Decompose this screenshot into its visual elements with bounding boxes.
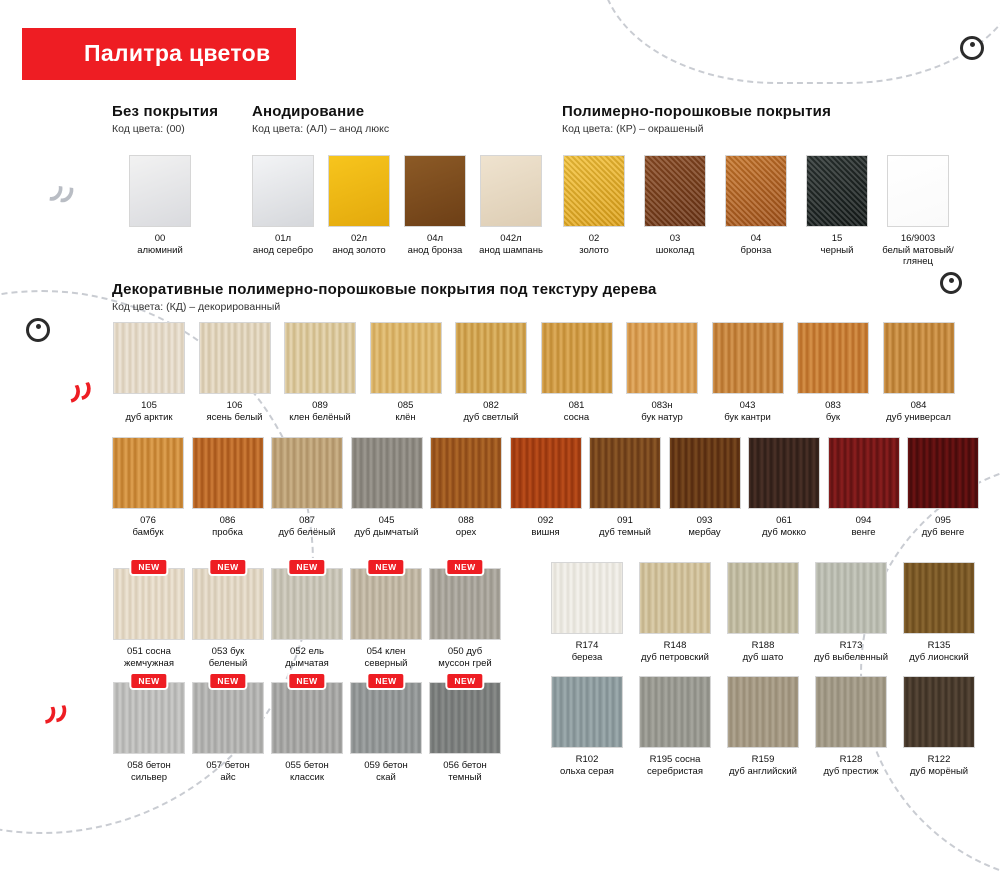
swatch-color-chip xyxy=(551,562,623,634)
swatch-caption xyxy=(534,400,620,423)
swatch-color-chip xyxy=(192,437,264,509)
swatch-caption xyxy=(630,640,720,663)
swatch-caption xyxy=(894,640,984,663)
swatch-color-chip xyxy=(541,322,613,394)
swatch-caption xyxy=(425,760,505,783)
color-swatch[interactable] xyxy=(113,562,189,669)
swatch-code: 042л xyxy=(500,233,522,244)
swatch-code: 050 дуб xyxy=(447,646,483,657)
swatch-caption xyxy=(267,646,347,669)
swatch-name: дуб универсал xyxy=(886,411,951,423)
color-swatch[interactable] xyxy=(429,676,505,783)
swatch-code: R174 xyxy=(575,640,599,651)
swatch-caption xyxy=(109,760,189,783)
swatch-color-chip xyxy=(404,155,466,227)
swatch-name: анод серебро xyxy=(252,244,314,256)
swatch-caption xyxy=(665,515,745,538)
section-heading-anodizing xyxy=(252,103,389,135)
color-swatch[interactable] xyxy=(883,322,962,423)
color-swatch[interactable] xyxy=(806,155,878,256)
swatch-code: 051 сосна xyxy=(127,646,171,657)
color-swatch[interactable] xyxy=(907,437,983,538)
swatch-code: 095 xyxy=(935,515,951,526)
swatch-name: мербау xyxy=(688,526,721,538)
color-swatch[interactable] xyxy=(815,676,896,777)
color-swatch[interactable] xyxy=(480,155,549,256)
swatch-code: R188 xyxy=(751,640,775,651)
swatch-color-chip xyxy=(271,676,343,754)
color-swatch[interactable] xyxy=(192,562,268,669)
swatch-color-chip xyxy=(815,562,887,634)
swatch-caption xyxy=(506,515,586,538)
swatch-caption xyxy=(903,515,983,538)
swatch-name: жемчужная xyxy=(123,657,174,669)
swatch-code: 00 xyxy=(154,233,166,244)
section-heading-nocoat xyxy=(112,103,218,135)
color-swatch[interactable] xyxy=(626,322,705,423)
swatch-color-chip xyxy=(351,437,423,509)
swatch-code: 056 бетон xyxy=(443,760,487,771)
section-subtitle: Код цвета: (АЛ) – анод люкс xyxy=(252,123,390,135)
swatch-color-chip xyxy=(328,155,390,227)
swatch-color-chip xyxy=(252,155,314,227)
swatch-caption xyxy=(718,754,808,777)
swatch-name: ясень белый xyxy=(206,411,263,423)
color-swatch[interactable] xyxy=(370,322,449,423)
swatch-caption xyxy=(715,233,797,256)
swatch-code: 087 xyxy=(299,515,315,526)
swatch-code: 059 бетон xyxy=(364,760,408,771)
swatch-caption xyxy=(542,754,632,777)
swatch-name: айс xyxy=(220,771,236,783)
swatch-color-chip xyxy=(725,155,787,227)
new-badge: NEW xyxy=(289,560,324,574)
swatch-code: 106 xyxy=(226,400,243,411)
swatch-code: 091 xyxy=(617,515,633,526)
color-swatch[interactable] xyxy=(404,155,473,256)
color-swatch[interactable] xyxy=(727,676,808,777)
swatch-name: клён xyxy=(395,411,416,423)
swatch-color-chip xyxy=(350,676,422,754)
swatch-code: 094 xyxy=(855,515,872,526)
swatch-color-chip xyxy=(430,437,502,509)
color-swatch[interactable] xyxy=(430,437,506,538)
swatch-name: серебристая xyxy=(647,765,703,777)
swatch-name: дуб арктик xyxy=(125,411,173,423)
swatch-caption xyxy=(397,233,473,256)
swatch-code: 03 xyxy=(669,233,681,244)
swatch-name: бук натур xyxy=(641,411,683,423)
swatch-code: 058 бетон xyxy=(127,760,171,771)
new-badge: NEW xyxy=(210,560,245,574)
color-swatch[interactable] xyxy=(199,322,278,423)
swatch-color-chip xyxy=(626,322,698,394)
swatch-code: 043 xyxy=(739,400,756,411)
color-swatch[interactable] xyxy=(551,676,632,777)
swatch-name: муссон грей xyxy=(438,657,492,669)
section-subtitle: Код цвета: (КР) – окрашеный xyxy=(562,123,704,135)
swatch-caption xyxy=(553,233,635,256)
swatch-caption xyxy=(630,754,720,777)
swatch-code: 15 xyxy=(831,233,843,244)
swatch-color-chip xyxy=(669,437,741,509)
swatch-caption xyxy=(425,646,505,669)
decorative-arc-top xyxy=(600,0,1000,84)
swatch-name: дуб выбеленный xyxy=(813,651,889,663)
swatch-code: R173 xyxy=(839,640,863,651)
swatch-name: вишня xyxy=(531,526,560,538)
swatch-code: 089 xyxy=(312,400,328,411)
color-swatch[interactable] xyxy=(252,155,321,256)
section-title: Полимерно-порошковые покрытия xyxy=(562,103,832,120)
swatch-color-chip xyxy=(113,676,185,754)
swatch-caption xyxy=(876,400,962,423)
swatch-name: анод золото xyxy=(332,244,386,256)
swatch-caption xyxy=(267,515,347,538)
color-swatch[interactable] xyxy=(712,322,791,423)
swatch-code: 105 xyxy=(141,400,157,411)
color-swatch[interactable] xyxy=(455,322,534,423)
swatch-code: 01л xyxy=(274,233,292,244)
swatch-color-chip xyxy=(480,155,542,227)
section-heading-wood xyxy=(112,281,657,313)
swatch-name: клен белёный xyxy=(289,411,351,423)
swatch-color-chip xyxy=(907,437,979,509)
swatch-color-chip xyxy=(828,437,900,509)
swatch-name: темный xyxy=(448,771,482,783)
swatch-code: 053 бук xyxy=(211,646,245,657)
swatch-name: дуб белёный xyxy=(278,526,336,538)
swatch-name: сосна xyxy=(563,411,590,423)
decorative-comma-red-1: ٫٫ xyxy=(63,363,95,407)
swatch-name: скай xyxy=(376,771,396,783)
new-badge: NEW xyxy=(131,674,166,688)
color-swatch[interactable] xyxy=(351,437,427,538)
color-swatch[interactable] xyxy=(271,676,347,783)
decorative-ring-3 xyxy=(26,318,50,342)
swatch-color-chip xyxy=(510,437,582,509)
swatch-name: бук xyxy=(825,411,841,423)
swatch-name: венге xyxy=(851,526,876,538)
swatch-caption xyxy=(744,515,824,538)
swatch-color-chip xyxy=(429,562,501,640)
swatch-caption xyxy=(426,515,506,538)
swatch-caption xyxy=(346,646,426,669)
swatch-caption xyxy=(188,760,268,783)
swatch-caption xyxy=(277,400,363,423)
swatch-code: R159 xyxy=(751,754,775,765)
swatch-name: дуб престиж xyxy=(823,765,879,777)
swatch-code: R102 xyxy=(575,754,599,765)
swatch-name: дуб лионский xyxy=(909,651,969,663)
swatch-name: беленый xyxy=(208,657,248,669)
swatch-color-chip xyxy=(112,437,184,509)
decorative-ring-1 xyxy=(960,36,984,60)
color-swatch[interactable] xyxy=(112,437,188,538)
swatch-name: алюминий xyxy=(137,244,183,256)
color-swatch[interactable] xyxy=(748,437,824,538)
swatch-caption xyxy=(106,400,192,423)
color-swatch[interactable] xyxy=(644,155,716,256)
swatch-code: 084 xyxy=(910,400,927,411)
swatch-color-chip xyxy=(887,155,949,227)
swatch-code: 082 xyxy=(483,400,499,411)
swatch-code: 02 xyxy=(588,233,600,244)
swatch-caption xyxy=(245,233,321,256)
section-heading-powder xyxy=(562,103,831,135)
color-swatch[interactable] xyxy=(828,437,904,538)
color-swatch[interactable] xyxy=(541,322,620,423)
swatch-code: R122 xyxy=(927,754,951,765)
swatch-code: 057 бетон xyxy=(206,760,250,771)
decorative-comma-grey: ٫٫ xyxy=(49,166,77,208)
swatch-name: дымчатая xyxy=(285,657,329,669)
section-title: Декоративные полимерно-порошковые покрытия под текстуру дерева xyxy=(112,281,657,298)
swatch-caption xyxy=(188,515,268,538)
color-swatch[interactable] xyxy=(727,562,808,663)
swatch-name: белый матовый/глянец xyxy=(882,244,954,267)
swatch-color-chip xyxy=(815,676,887,748)
swatch-name: орех xyxy=(455,526,477,538)
decorative-comma-red-2: ٫٫ xyxy=(41,686,69,728)
swatch-code: 052 ель xyxy=(290,646,324,657)
color-swatch[interactable] xyxy=(284,322,363,423)
swatch-color-chip xyxy=(589,437,661,509)
swatch-name: классик xyxy=(289,771,325,783)
swatch-color-chip xyxy=(455,322,527,394)
swatch-code: 093 xyxy=(696,515,713,526)
swatch-color-chip xyxy=(806,155,868,227)
swatch-caption xyxy=(619,400,705,423)
swatch-caption xyxy=(363,400,449,423)
new-badge: NEW xyxy=(289,674,324,688)
new-badge: NEW xyxy=(368,674,403,688)
swatch-caption xyxy=(634,233,716,256)
color-swatch[interactable] xyxy=(563,155,635,256)
swatch-code: 054 клен xyxy=(366,646,406,657)
swatch-code: 085 xyxy=(397,400,414,411)
color-swatch[interactable] xyxy=(192,437,268,538)
color-swatch[interactable] xyxy=(882,155,959,268)
swatch-color-chip xyxy=(271,562,343,640)
swatch-caption xyxy=(796,233,878,256)
swatch-color-chip xyxy=(429,676,501,754)
swatch-name: дуб мокко xyxy=(762,526,806,538)
swatch-code: 092 xyxy=(537,515,554,526)
swatch-color-chip xyxy=(727,676,799,748)
color-swatch[interactable] xyxy=(271,562,347,669)
swatch-name: анод шампань xyxy=(479,244,543,256)
swatch-name: ольха серая xyxy=(560,765,614,777)
new-badge: NEW xyxy=(447,560,482,574)
section-subtitle: Код цвета: (КД) – декорированный xyxy=(112,301,281,313)
swatch-caption xyxy=(448,400,534,423)
color-swatch[interactable] xyxy=(815,562,896,663)
swatch-caption xyxy=(346,760,426,783)
swatch-color-chip xyxy=(727,562,799,634)
color-swatch[interactable] xyxy=(589,437,665,538)
swatch-color-chip xyxy=(284,322,356,394)
swatch-caption xyxy=(824,515,904,538)
swatch-name: бамбук xyxy=(132,526,164,538)
swatch-code: 081 xyxy=(568,400,585,411)
swatch-caption xyxy=(806,754,896,777)
swatch-code: R148 xyxy=(663,640,687,651)
swatch-name: бук кантри xyxy=(724,411,771,423)
color-swatch[interactable] xyxy=(797,322,876,423)
swatch-color-chip xyxy=(903,676,975,748)
swatch-code: 055 бетон xyxy=(285,760,329,771)
swatch-name: береза xyxy=(571,651,603,663)
section-subtitle: Код цвета: (00) xyxy=(112,123,185,135)
swatch-code: R128 xyxy=(839,754,863,765)
swatch-name: дуб петровский xyxy=(641,651,709,663)
color-swatch[interactable] xyxy=(113,322,192,423)
swatch-color-chip xyxy=(883,322,955,394)
color-swatch[interactable] xyxy=(192,676,268,783)
swatch-name: бронза xyxy=(740,244,772,256)
swatch-name: анод бронза xyxy=(407,244,463,256)
color-swatch[interactable] xyxy=(639,676,720,777)
swatch-color-chip xyxy=(551,676,623,748)
color-swatch[interactable] xyxy=(903,562,984,663)
swatch-caption xyxy=(108,515,188,538)
swatch-caption xyxy=(894,754,984,777)
color-swatch[interactable] xyxy=(113,676,189,783)
swatch-color-chip xyxy=(192,562,264,640)
swatch-code: 086 xyxy=(219,515,236,526)
swatch-name: дуб дымчатый xyxy=(354,526,419,538)
swatch-code: R195 сосна xyxy=(649,754,701,765)
decorative-ring-2 xyxy=(940,272,962,294)
new-badge: NEW xyxy=(368,560,403,574)
new-badge: NEW xyxy=(210,674,245,688)
section-title: Анодирование xyxy=(252,103,365,120)
page-title: Палитра цветов xyxy=(22,28,296,80)
swatch-color-chip xyxy=(271,437,343,509)
swatch-name: черный xyxy=(820,244,854,256)
swatch-name: шоколад xyxy=(655,244,695,256)
swatch-caption xyxy=(109,646,189,669)
swatch-caption xyxy=(129,233,191,256)
new-badge: NEW xyxy=(447,674,482,688)
swatch-name: пробка xyxy=(212,526,243,538)
swatch-caption xyxy=(542,640,632,663)
swatch-code: 076 xyxy=(140,515,156,526)
swatch-name: дуб английский xyxy=(729,765,797,777)
swatch-code: 083 xyxy=(825,400,841,411)
color-swatch[interactable] xyxy=(903,676,984,777)
swatch-caption xyxy=(585,515,665,538)
swatch-name: дуб шато xyxy=(742,651,784,663)
swatch-caption xyxy=(718,640,808,663)
swatch-caption xyxy=(347,515,427,538)
swatch-name: дуб венге xyxy=(921,526,965,538)
swatch-name: дуб светлый xyxy=(463,411,519,423)
swatch-caption xyxy=(877,233,959,268)
swatch-code: 02л xyxy=(350,233,368,244)
swatch-caption xyxy=(321,233,397,256)
swatch-color-chip xyxy=(563,155,625,227)
swatch-caption xyxy=(188,646,268,669)
swatch-caption xyxy=(790,400,876,423)
color-swatch[interactable] xyxy=(510,437,586,538)
swatch-color-chip xyxy=(903,562,975,634)
color-swatch[interactable] xyxy=(271,437,347,538)
swatch-code: 04л xyxy=(426,233,444,244)
swatch-name: дуб темный xyxy=(599,526,651,538)
swatch-color-chip xyxy=(644,155,706,227)
swatch-code: 083н xyxy=(651,400,673,411)
swatch-caption xyxy=(705,400,791,423)
color-swatch[interactable] xyxy=(551,562,632,663)
swatch-color-chip xyxy=(129,155,191,227)
swatch-color-chip xyxy=(113,322,185,394)
swatch-color-chip xyxy=(350,562,422,640)
new-badge: NEW xyxy=(131,560,166,574)
swatch-caption xyxy=(192,400,278,423)
swatch-name: дуб морёный xyxy=(909,765,969,777)
swatch-name: золото xyxy=(579,244,609,256)
color-swatch[interactable] xyxy=(639,562,720,663)
swatch-name: сильвер xyxy=(130,771,168,783)
swatch-color-chip xyxy=(192,676,264,754)
swatch-color-chip xyxy=(639,676,711,748)
swatch-caption xyxy=(267,760,347,783)
swatch-color-chip xyxy=(797,322,869,394)
color-swatch[interactable] xyxy=(725,155,797,256)
color-swatch[interactable] xyxy=(429,562,505,669)
swatch-color-chip xyxy=(113,562,185,640)
swatch-color-chip xyxy=(370,322,442,394)
section-title: Без покрытия xyxy=(112,103,219,120)
swatch-color-chip xyxy=(639,562,711,634)
color-swatch[interactable] xyxy=(328,155,397,256)
color-swatch[interactable] xyxy=(350,676,426,783)
swatch-code: 04 xyxy=(750,233,762,244)
swatch-caption xyxy=(806,640,896,663)
swatch-color-chip xyxy=(712,322,784,394)
swatch-color-chip xyxy=(199,322,271,394)
color-swatch[interactable] xyxy=(350,562,426,669)
swatch-color-chip xyxy=(748,437,820,509)
swatch-name: северный xyxy=(364,657,408,669)
swatch-caption xyxy=(473,233,549,256)
swatch-code: 061 xyxy=(776,515,792,526)
swatch-code: 045 xyxy=(378,515,395,526)
swatch-code: R135 xyxy=(927,640,951,651)
color-swatch[interactable] xyxy=(669,437,745,538)
color-swatch[interactable] xyxy=(129,155,191,256)
swatch-code: 088 xyxy=(458,515,474,526)
swatch-code: 16/9003 xyxy=(900,233,936,244)
